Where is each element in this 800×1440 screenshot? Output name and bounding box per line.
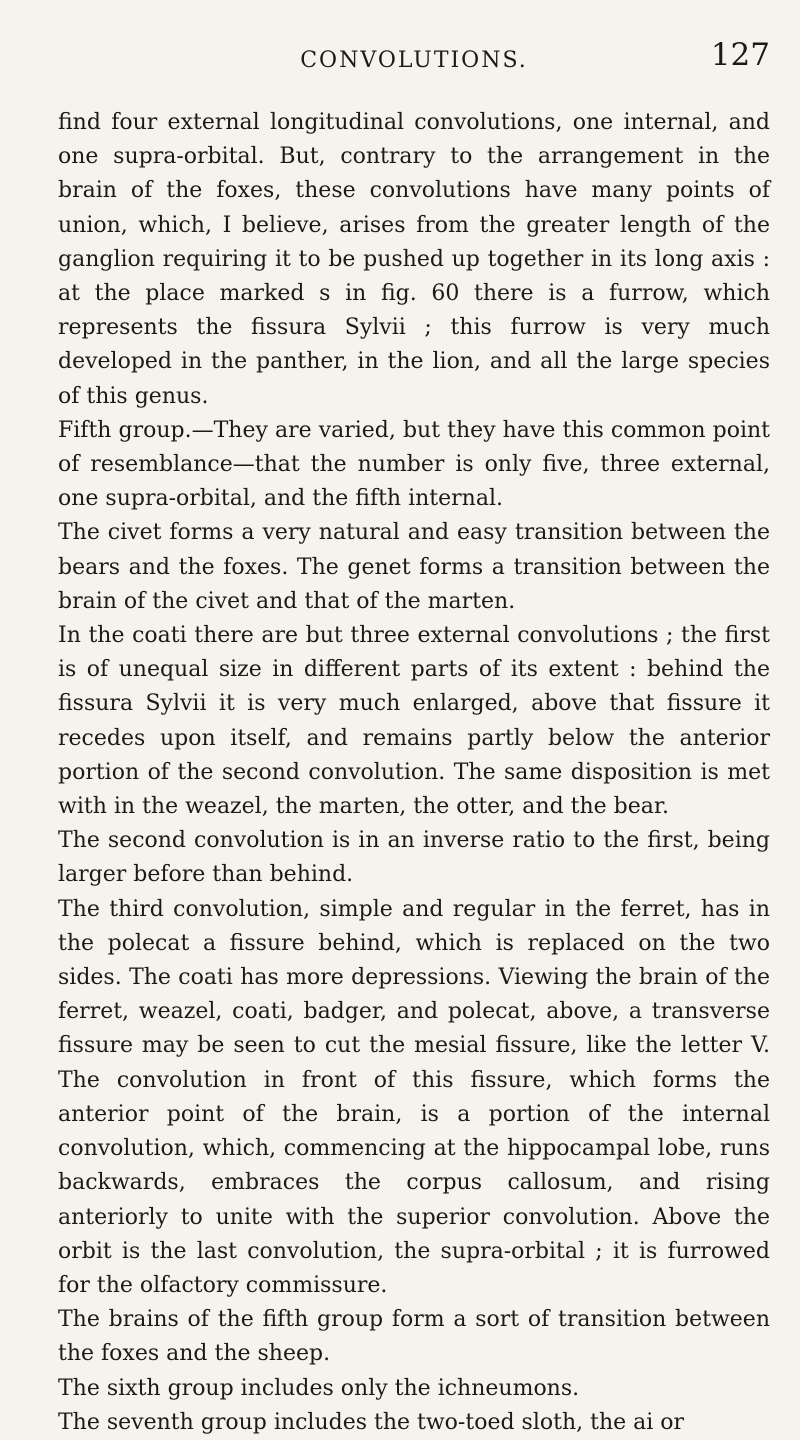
running-head	[58, 37, 770, 88]
paragraph-second-convolution: The second convolution is in an inverse ratio to the first, being larger before than behind.	[58, 828, 770, 888]
paragraph-coati: In the coati there are but three external convolutions ; the first is of unequal size in different parts of its extent : behind the fissura Sylvii it is very much enlarged, above that fissure it recedes upon itself, and remains partly below the anterior portion of the second convolution. The same disposition is met with in the weazel, the marten, the otter, and the bear.	[58, 623, 770, 820]
paragraph-fifth-group: Fifth group.—They are varied, but they have this common point of resemblance—that the number is only five, three external, one supra-orbital, and the fifth internal.	[58, 417, 770, 512]
paragraph-seventh-group: The seventh group includes the two-toed sloth, the ai or	[58, 1409, 685, 1435]
running-title: CONVOLUTIONS.	[300, 48, 528, 73]
paragraph-civet: The civet forms a very natural and easy transition between the bears and the foxes. The genet forms a transition between the brain of the civet and that of the marten.	[58, 520, 770, 614]
paragraph-fifth-group-transition: The brains of the fifth group form a sort of transition between the foxes and the sheep.	[58, 1307, 770, 1367]
book-page	[58, 37, 770, 1435]
body-text	[58, 106, 770, 1440]
page-number: 127	[710, 37, 770, 73]
paragraph-sixth-group: The sixth group includes only the ichneumons.	[58, 1375, 580, 1401]
paragraph-convolutions-intro: find four external longitudinal convolutions, one internal, and one supra-orbital. But, contrary to the arrangement in the brain of the foxes, these convolutions have many points of union, which, I believe, arises from the greater length of the ganglion requiring it to be pushed up together in its long axis : at the place marked s in fig. 60 there is a furrow, which represents the fissura Sylvii ; this furrow is very much developed in the panther, in the lion, and all the large species of this genus.	[58, 110, 770, 409]
paragraph-third-convolution: The third convolution, simple and regular in the ferret, has in the polecat a fissure behind, which is replaced on the two sides. The coati has more depressions. Viewing the brain of the ferret, weazel, coati, badger, and polecat, above, a transverse fissure may be seen to cut the mesial fissure, like the letter V. The convolution in front of this fissure, which forms the anterior point of the brain, is a portion of the internal convolution, which, commencing at the hippocampal lobe, runs backwards, embraces the corpus callosum, and rising anteriorly to unite with the superior convolution. Above the orbit is the last convolution, the supra-orbital ; it is furrowed for the olfactory commissure.	[58, 896, 770, 1298]
